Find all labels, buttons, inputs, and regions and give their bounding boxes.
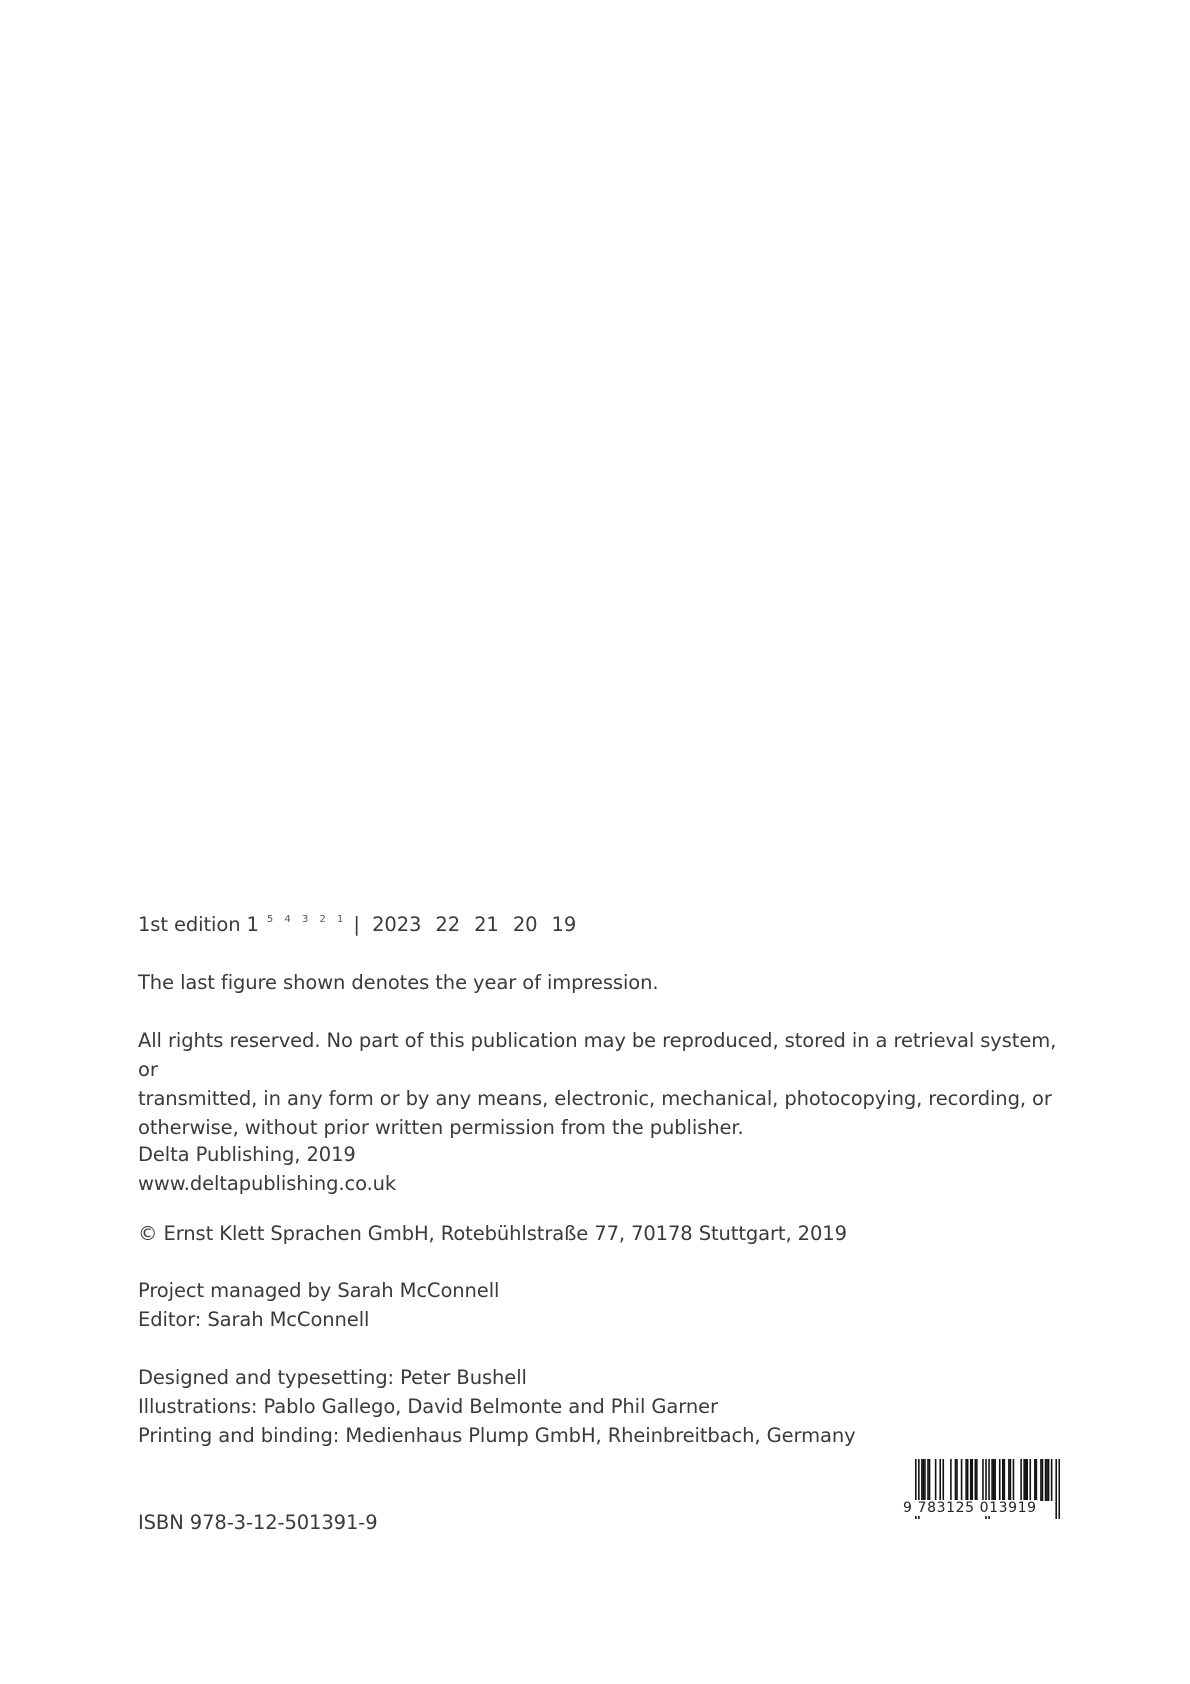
editor-credit: Editor: Sarah McConnell — [138, 1308, 370, 1331]
barcode-bar — [927, 1459, 929, 1501]
barcode-bar — [961, 1459, 963, 1501]
barcode-bar — [1040, 1459, 1042, 1501]
barcode-bar — [924, 1459, 926, 1501]
publisher-name-year: Delta Publishing, 2019 — [138, 1143, 356, 1166]
barcode-bar — [1045, 1459, 1047, 1501]
barcode-bar — [942, 1459, 944, 1501]
isbn-number: ISBN 978-3-12-501391-9 — [138, 1511, 378, 1534]
barcode-bar — [991, 1459, 993, 1501]
project-credits — [138, 1276, 499, 1334]
barcode-bar — [967, 1459, 969, 1501]
barcode-digits: 9 783125 013919 — [903, 1500, 1037, 1516]
rights-line-2: transmitted, in any form or by any means, electronic, mechanical, photocopying, recording, or — [138, 1087, 1052, 1110]
barcode-bar — [1002, 1459, 1004, 1501]
production-credits — [138, 1363, 856, 1450]
barcode-bar — [955, 1459, 957, 1501]
barcode-bar — [1058, 1459, 1060, 1519]
barcode-bar — [929, 1459, 931, 1501]
barcode-bar — [1036, 1459, 1038, 1501]
barcode-bar — [1042, 1459, 1044, 1501]
barcode-bar — [1008, 1459, 1010, 1501]
barcode-bar — [993, 1459, 995, 1501]
barcode-bar — [1010, 1459, 1012, 1501]
barcode-bar — [1023, 1459, 1025, 1501]
barcode-bar — [1020, 1459, 1022, 1501]
barcode-bar — [1026, 1459, 1028, 1501]
barcode-bar — [975, 1459, 977, 1501]
barcode-bar — [999, 1459, 1001, 1501]
barcode-bar — [994, 1459, 996, 1501]
barcode-bar — [1034, 1459, 1036, 1501]
barcode-bar — [965, 1459, 967, 1501]
barcode-bar — [950, 1459, 952, 1501]
edition-line — [138, 910, 576, 943]
barcode-bar — [1013, 1459, 1015, 1501]
barcode-bar — [982, 1459, 984, 1501]
edition-label: 1st edition 1 — [138, 913, 259, 936]
copyright-notice: © Ernst Klett Sprachen GmbH, Rotebühlstraße 77, 70178 Stuttgart, 2019 — [138, 1222, 847, 1245]
barcode-bar — [970, 1459, 972, 1501]
project-manager: Project managed by Sarah McConnell — [138, 1279, 500, 1302]
illustrations-credit: Illustrations: Pablo Gallego, David Belmonte and Phil Garner — [138, 1395, 718, 1418]
impression-numbers: 5 4 3 2 1 — [266, 914, 348, 925]
barcode-bar — [921, 1459, 923, 1501]
impression-years: 2023 22 21 20 19 — [372, 913, 577, 936]
barcode-bar — [976, 1459, 978, 1501]
printing-credit: Printing and binding: Medienhaus Plump GmbH, Rheinbreitbach, Germany — [138, 1424, 856, 1447]
barcode-bar — [1046, 1459, 1048, 1501]
impression-note: The last figure shown denotes the year of impression. — [138, 971, 659, 994]
barcode-bar — [1055, 1459, 1057, 1519]
barcode-bar — [971, 1459, 973, 1501]
barcode-bar — [956, 1459, 958, 1501]
barcode-bar — [1029, 1459, 1031, 1501]
barcode-bar — [1048, 1459, 1050, 1501]
barcode-bar — [1004, 1459, 1006, 1501]
publisher-website: www.deltapublishing.co.uk — [138, 1172, 397, 1195]
edition-separator: | — [353, 913, 360, 936]
barcode-bar — [1025, 1459, 1027, 1501]
barcode-bar — [1051, 1459, 1053, 1501]
design-credit: Designed and typesetting: Peter Bushell — [138, 1366, 527, 1389]
barcode-bar — [935, 1459, 937, 1501]
publisher-info — [138, 1140, 396, 1198]
barcode-bar — [939, 1459, 941, 1501]
rights-line-1: All rights reserved. No part of this publication may be reproduced, stored in a retrieval system, or — [138, 1029, 1057, 1081]
rights-statement — [138, 1026, 1058, 1142]
rights-line-3: otherwise, without prior written permission from the publisher. — [138, 1116, 744, 1139]
barcode-bar — [923, 1459, 925, 1501]
